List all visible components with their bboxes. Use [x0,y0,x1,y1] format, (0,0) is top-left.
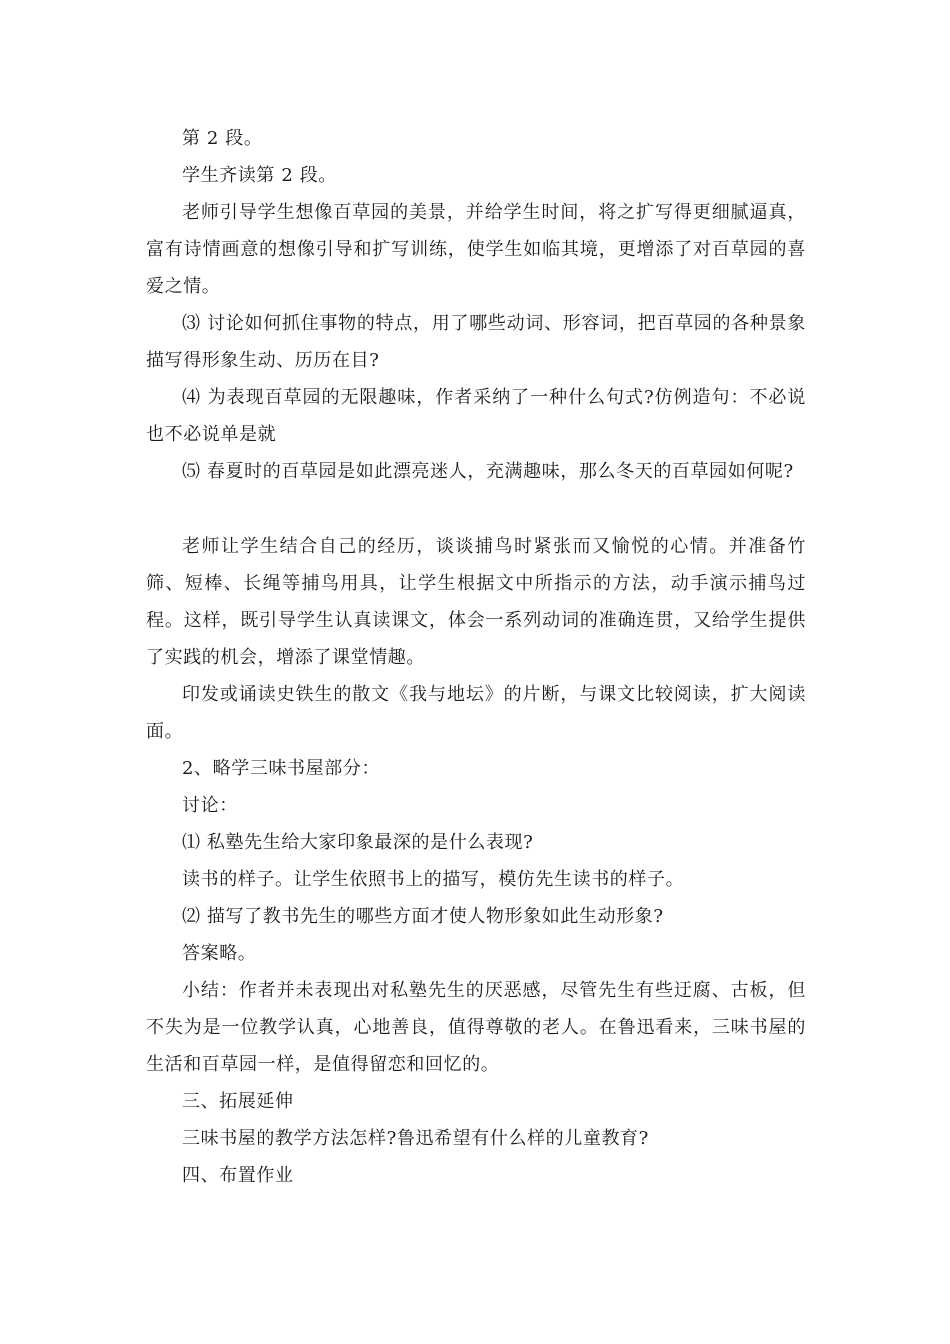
paragraph-question-4: ⑷ 为表现百草园的无限趣味，作者采纳了一种什么句式?仿例造句：不必说也不必说单是就 [146,387,806,445]
paragraph-question-5: ⑸ 春夏时的百草园是如此漂亮迷人，充满趣味，那么冬天的百草园如何呢? [182,461,794,482]
paragraph-answer-2: 答案略。 [182,943,257,964]
heading-homework: 四、布置作业 [182,1165,294,1186]
paragraph-sanwei-heading: 2、略学三味书屋部分： [182,758,381,779]
paragraph-question-2: ⑵ 描写了教书先生的哪些方面才使人物形象如此生动形象? [182,906,664,927]
paragraph-extended-reading: 印发或诵读史铁生的散文《我与地坛》的片断，与课文比较阅读，扩大阅读面。 [146,684,806,742]
paragraph-extension-question: 三味书屋的教学方法怎样?鲁迅希望有什么样的儿童教育? [182,1128,649,1149]
document-body [146,120,806,1194]
paragraph-read-section-2: 学生齐读第 2 段。 [182,165,337,186]
paragraph-section-2: 第 2 段。 [182,128,263,149]
paragraph-bird-catching: 老师让学生结合自己的经历，谈谈捕鸟时紧张而又愉悦的心情。并准备竹筛、短棒、长绳等捕鸟用具，让学生根据文中所指示的方法，动手演示捕鸟过程。这样，既引导学生认真读课文，体会一系列动词的准确连贯，又给学生提供了实践的机会，增添了课堂情趣。 [146,536,806,668]
paragraph-question-1: ⑴ 私塾先生给大家印象最深的是什么表现? [182,832,534,853]
paragraph-question-3: ⑶ 讨论如何抓住事物的特点，用了哪些动词、形容词，把百草园的各种景象描写得形象生动、历历在目? [146,313,806,371]
heading-extension: 三、拓展延伸 [182,1091,294,1112]
paragraph-summary: 小结：作者并未表现出对私塾先生的厌恶感，尽管先生有些迂腐、古板，但不失为是一位教学认真，心地善良，值得尊敬的老人。在鲁迅看来，三味书屋的生活和百草园一样，是值得留恋和回忆的。 [146,980,806,1075]
paragraph-imagine-garden: 老师引导学生想像百草园的美景，并给学生时间，将之扩写得更细腻逼真，富有诗情画意的想像引导和扩写训练，使学生如临其境，更增添了对百草园的喜爱之情。 [146,202,806,297]
paragraph-discussion-label: 讨论： [182,795,238,816]
paragraph-spacer [146,490,806,528]
paragraph-answer-1: 读书的样子。让学生依照书上的描写，模仿先生读书的样子。 [182,869,685,890]
